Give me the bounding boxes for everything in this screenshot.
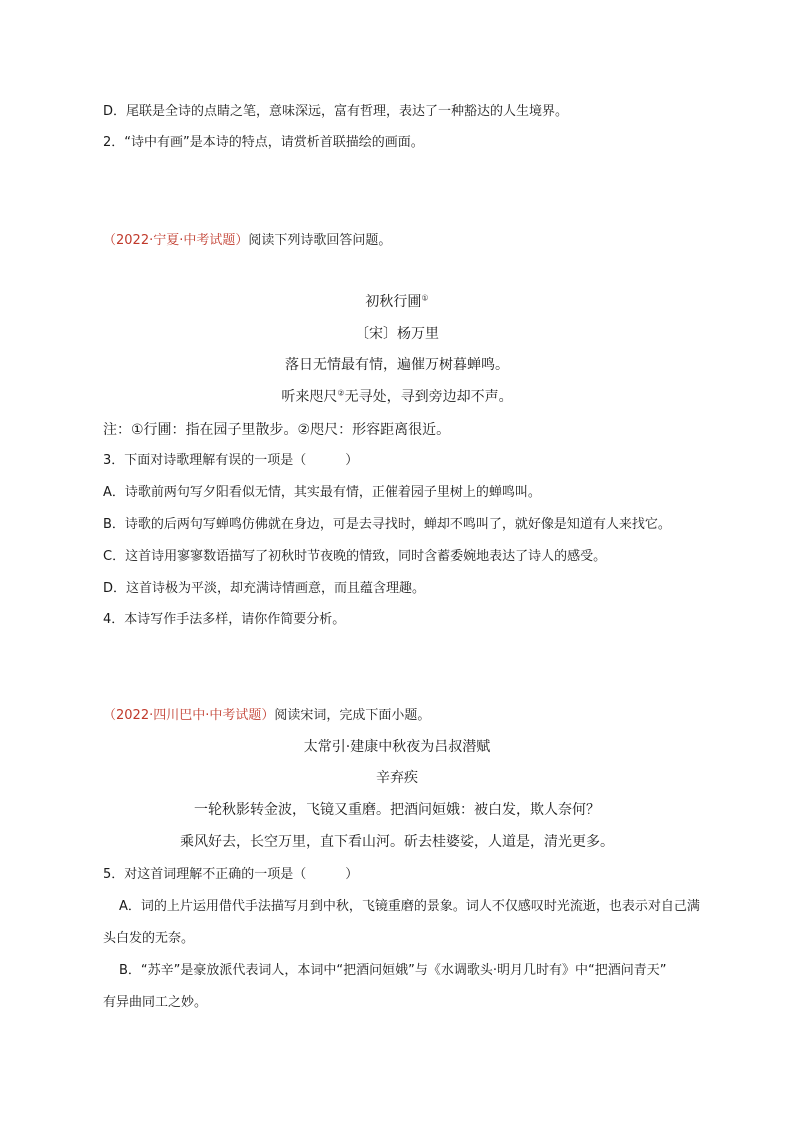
footnote-marker: ① (421, 293, 429, 303)
poem-notes: 注：①行圃：指在园子里散步。②咫尺：形容距离很近。 (103, 422, 451, 438)
option-a-text: A．词的上片运用借代手法描写月到中秋，飞镜重磨的景象。词人不仅感叹时光流逝，也表示对自己满 (119, 899, 700, 914)
source-label: （2022·宁夏·中考试题） (103, 233, 249, 248)
poem-line: 落日无情最有情，遍催万树暮蝉鸣。 (285, 357, 509, 373)
poem-line: 乘风好去，长空万里，直下看山河。斫去桂婆娑，人道是，清光更多。 (180, 834, 614, 850)
question-5: 5．对这首词理解不正确的一项是（ ） (103, 867, 359, 882)
poem-author: 辛弃疾 (376, 770, 418, 786)
option-b-text: B．诗歌的后两句写蝉鸣仿佛就在身边，可是去寻找时，蝉却不鸣叫了，就好像是知道有人来找它。 (103, 517, 671, 532)
question-3: 3．下面对诗歌理解有误的一项是（ ） (103, 453, 359, 468)
option-d-text: D．这首诗极为平淡，却充满诗情画意，而且蕴含理趣。 (103, 581, 426, 596)
question-2: 2．“诗中有画”是本诗的特点，请赏析首联描绘的画面。 (103, 135, 424, 150)
poem-title-text: 初秋行圃 (365, 294, 422, 310)
option-b-continuation: 有异曲同工之妙。 (103, 995, 208, 1010)
source-label: （2022·四川巴中·中考试题） (103, 708, 275, 723)
instruction-text: 阅读宋词，完成下面小题。 (274, 708, 431, 723)
option-d-text: D．尾联是全诗的点睛之笔，意味深远，富有哲理，表达了一种豁达的人生境界。 (103, 104, 569, 119)
poem-line: 一轮秋影转金波，飞镜又重磨。把酒问姮娥：被白发，欺人奈何？ (194, 802, 600, 818)
option-c-text: C．这首诗用寥寥数语描写了初秋时节夜晚的情致，同时含蓄委婉地表达了诗人的感受。 (103, 549, 607, 564)
poem-title (0, 293, 794, 311)
option-b-text: B．“苏辛”是豪放派代表词人，本词中“把酒问姮娥”与《水调歌头·明月几时有》中“把酒问青天” (119, 963, 667, 978)
footnote-marker: ② (337, 388, 345, 398)
passage-header-1 (0, 232, 794, 250)
passage-header-2 (0, 707, 794, 725)
question-4: 4．本诗写作手法多样，请你作简要分析。 (103, 612, 346, 627)
poem-line (0, 388, 794, 406)
poem-author: 〔宋〕杨万里 (355, 326, 439, 342)
poem-line-part: 听来咫尺 (281, 389, 338, 405)
poem-title: 太常引·建康中秋夜为吕叔潜赋 (303, 739, 491, 755)
option-a-continuation: 头白发的无奈。 (103, 931, 195, 946)
instruction-text: 阅读下列诗歌回答问题。 (248, 233, 392, 248)
poem-line-part: 无寻处，寻到旁边却不声。 (344, 389, 513, 405)
option-a-text: A．诗歌前两句写夕阳看似无情，其实最有情，正催着园子里树上的蝉鸣叫。 (103, 485, 541, 500)
